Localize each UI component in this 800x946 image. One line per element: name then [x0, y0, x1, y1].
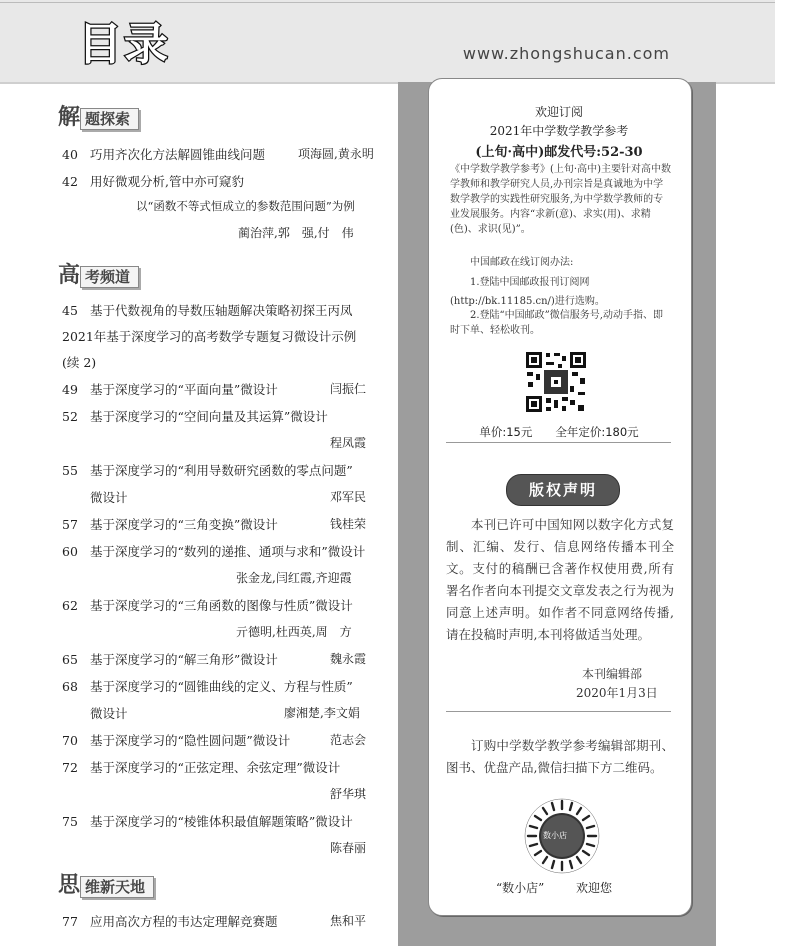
toc-page-number: 65: [62, 652, 78, 667]
editor-signature: 本刊编辑部: [582, 667, 643, 681]
toc-title: 用好微观分析,管中亦可窥豹: [90, 174, 244, 189]
toc-entry[interactable]: [62, 515, 278, 533]
website-url[interactable]: www.zhongshucan.com: [462, 44, 670, 63]
toc-entry[interactable]: [62, 461, 353, 479]
order-products-text: 订购中学数学教学参考编辑部期刊、图书、优盘产品,微信扫描下方二维码。: [446, 738, 674, 775]
order-step-1-url[interactable]: (http://bk.11185.cn/)进行选购。: [450, 296, 605, 307]
toc-title: 基于深度学习的“三角函数的图像与性质”微设计: [90, 598, 353, 613]
toc-title: 基于深度学习的“正弦定理、余弦定理”微设计: [90, 760, 341, 775]
section-header-problem-solving: [58, 100, 139, 131]
statement-date: 2020年1月3日: [576, 686, 658, 700]
toc-title: 基于深度学习的“三角变换”微设计: [90, 517, 278, 532]
section-head-initial: 解: [58, 104, 81, 130]
copyright-badge: 版权声明: [506, 474, 620, 506]
section-head-initial: 高: [58, 262, 81, 288]
toc-entry[interactable]: [62, 327, 356, 345]
toc-authors: 张金龙,闫红霞,齐迎霞: [236, 571, 352, 585]
header-rule: [0, 2, 775, 3]
section-head-rest: 考频道: [80, 266, 139, 288]
toc-title: 基于深度学习的“圆锥曲线的定义、方程与性质”: [90, 679, 353, 694]
shop-name: “数小店”: [496, 881, 545, 895]
toc-entry[interactable]: [62, 912, 278, 930]
toc-authors: 蔺治萍,郭 强,付 伟: [238, 226, 354, 240]
toc-page-number: 52: [62, 409, 78, 424]
toc-authors: 陈春丽: [330, 841, 367, 855]
price-line: 单价:15元 全年定价:180元: [479, 425, 639, 439]
qr-code-icon: [524, 350, 588, 414]
toc-entry[interactable]: [62, 380, 278, 398]
toc-entry[interactable]: [62, 731, 290, 749]
toc-page-number: 70: [62, 733, 78, 748]
order-step-2: 2.登陆“中国邮政”微信服务号,动动手指、即时下单、轻松收刊。: [450, 310, 663, 336]
toc-authors: 魏永霞: [330, 652, 367, 666]
toc-page-number: 68: [62, 679, 78, 694]
toc-entry[interactable]: [62, 596, 353, 614]
page-title: 目录: [78, 19, 170, 70]
toc-title-continued: 微设计: [90, 490, 128, 505]
section-header-thinking: [58, 868, 154, 899]
toc-page-number: 55: [62, 463, 78, 478]
toc-title: 基于深度学习的“空间向量及其运算”微设计: [90, 409, 328, 424]
welcome-heading: 欢迎订阅: [534, 105, 583, 119]
toc-authors: 闫振仁: [330, 382, 367, 396]
copyright-text: 本刊已许可中国知网以数字化方式复制、汇编、发行、信息网络传播本刊全文。支付的稿酬已含著作权使用费,所有署名作者向本刊提交文章发表之行为视为同意上述声明。如作者不同意网络传播,请在投稿时声明,本刊将做适当处理。: [446, 517, 674, 642]
toc-entry[interactable]: [62, 145, 265, 163]
toc-title: 基于深度学习的“解三角形”微设计: [90, 652, 278, 667]
toc-page-number: 60: [62, 544, 78, 559]
section-head-rest: 题探索: [80, 108, 139, 130]
toc-authors: 舒华琪: [330, 787, 367, 801]
section-head-initial: 思: [58, 872, 81, 898]
toc-page-number: 57: [62, 517, 78, 532]
toc-entry[interactable]: [62, 650, 278, 668]
journal-intro: 《中学数学教学参考》(上旬·高中)主要针对高中数学教师和教学研究人员,办刊宗旨是真诚地为中学数学教学的实践性研究服务,为中学数学教师的专业发展服务。内容“求新(意)、求实(用)、求精(色)、求识(见)”。: [450, 164, 671, 235]
card-divider: [446, 442, 671, 443]
toc-entry[interactable]: [62, 301, 353, 319]
card-divider: [446, 711, 671, 712]
toc-title: 基于深度学习的“平面向量”微设计: [90, 382, 278, 397]
toc-authors: 王丙凤: [315, 303, 353, 318]
toc-authors: 项海圆,黄永明: [298, 147, 374, 161]
toc-title: 2021年基于深度学习的高考数学专题复习微设计示例: [62, 329, 357, 344]
toc-page-number: 49: [62, 382, 78, 397]
toc-entry[interactable]: [62, 812, 353, 830]
toc-entry[interactable]: [62, 407, 328, 425]
toc-entry[interactable]: [62, 542, 365, 560]
toc-title: 基于深度学习的“棱锥体积最值解题策略”微设计: [90, 814, 353, 829]
toc-page-number: 77: [62, 914, 78, 929]
toc-title-continued: 微设计: [90, 706, 128, 721]
toc-authors: 范志会: [330, 733, 367, 747]
toc-title: 基于深度学习的“数列的递推、通项与求和”微设计: [90, 544, 366, 559]
toc-authors: 邓军民: [330, 490, 367, 504]
toc-subtitle: 以“函数不等式恒成立的参数范围问题”为例: [136, 199, 355, 213]
toc-entry[interactable]: [62, 758, 340, 776]
toc-title: 应用高次方程的韦达定理解竞赛题: [90, 914, 278, 929]
toc-entry[interactable]: [62, 677, 353, 695]
toc-authors: 亓德明,杜西英,周 方: [236, 625, 352, 639]
toc-title: 基于深度学习的“利用导数研究函数的零点问题”: [90, 463, 353, 478]
toc-title: 基于代数视角的导数压轴题解决策略初探: [90, 303, 316, 318]
shop-welcome: 欢迎您: [576, 881, 613, 895]
toc-authors: 钱桂荣: [330, 517, 367, 531]
toc-title: 巧用齐次化方法解圆锥曲线问题: [90, 147, 266, 162]
order-step-1: 1.登陆中国邮政报刊订阅网: [470, 277, 590, 288]
shop-logo-text: 数小店: [543, 831, 567, 840]
journal-name: 2021年中学数学教学参考: [489, 124, 629, 138]
toc-page-number: 40: [62, 147, 78, 162]
online-order-title: 中国邮政在线订阅办法:: [470, 257, 574, 268]
toc-page-number: 45: [62, 303, 78, 318]
toc-authors: 程凤霞: [330, 436, 367, 450]
toc-page-number: 62: [62, 598, 78, 613]
toc-page-number: 72: [62, 760, 78, 775]
toc-note: (续 2): [62, 355, 97, 370]
toc-page-number: 42: [62, 174, 78, 189]
section-header-gaokao: [58, 258, 139, 289]
postal-code: (上旬·高中)邮发代号:52-30: [475, 145, 643, 160]
toc-authors: 焦和平: [330, 914, 367, 928]
toc-entry[interactable]: [62, 172, 244, 190]
toc-authors: 廖湘楚,李文娟: [284, 706, 360, 720]
toc-title: 基于深度学习的“隐性圆问题”微设计: [90, 733, 291, 748]
toc-page-number: 75: [62, 814, 78, 829]
section-head-rest: 维新天地: [80, 876, 154, 898]
